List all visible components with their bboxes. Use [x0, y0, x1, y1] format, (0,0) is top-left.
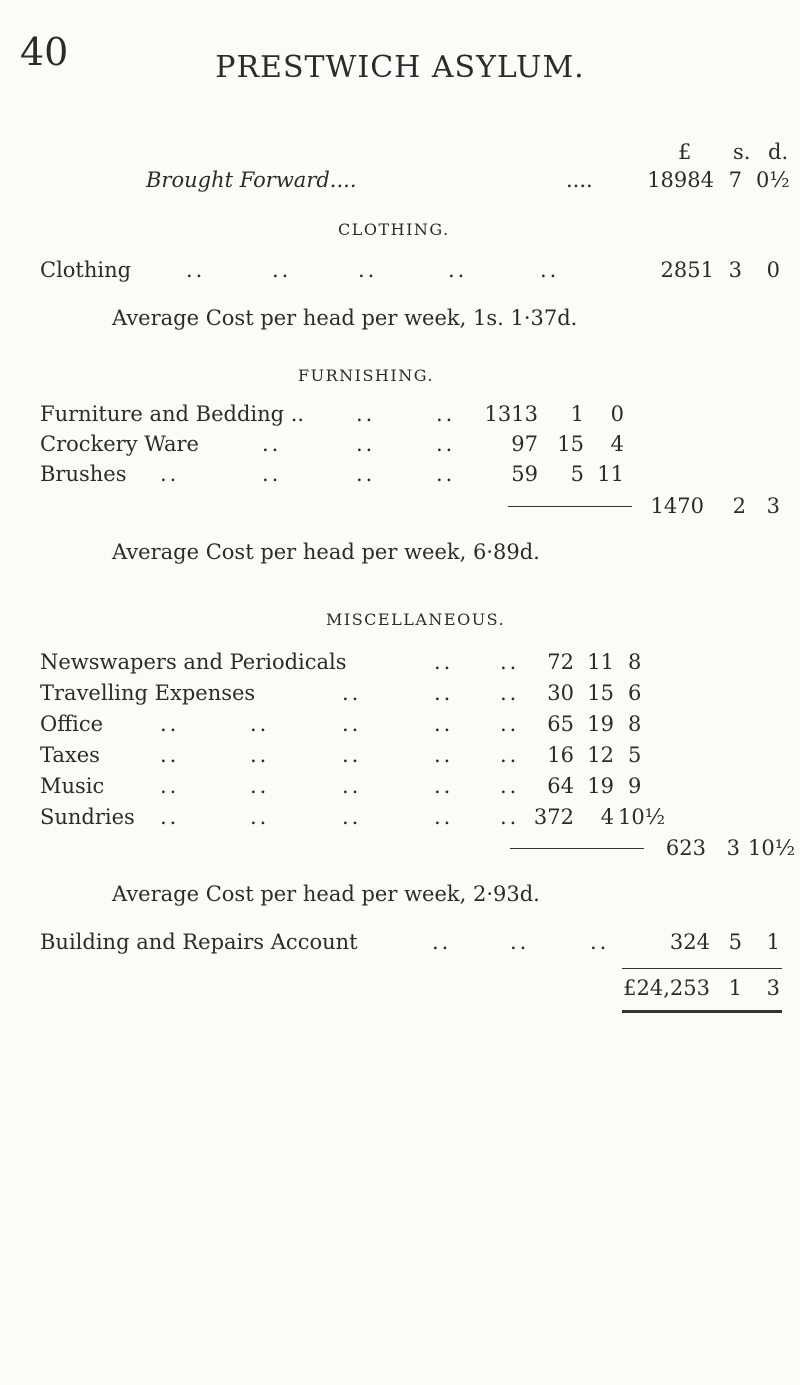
header-shilling: s. [733, 140, 751, 164]
furnishing-item-pence: 11 [597, 462, 624, 486]
misc-item-pence: 10½ [618, 805, 666, 829]
misc-item-pounds: 72 [547, 650, 574, 674]
leader-dots: .. [356, 432, 376, 456]
misc-item-pence: 8 [628, 650, 642, 674]
leader-dots: .. [358, 258, 378, 282]
leader-dots: .. [436, 432, 456, 456]
clothing-label: Clothing [40, 258, 132, 282]
leader-dots: .. [500, 805, 520, 829]
leader-dots: .. [272, 258, 292, 282]
misc-item-shillings: 4 [600, 805, 614, 829]
leader-dots: .. [356, 402, 376, 426]
leader-dots: .. [434, 774, 454, 798]
building-pence: 1 [766, 930, 780, 954]
furnishing-item-pounds: 97 [511, 432, 538, 456]
furnishing-total-pence: 3 [766, 494, 780, 518]
double-rule [622, 1010, 782, 1013]
misc-item-label: Travelling Expenses [40, 681, 256, 705]
misc-total-shillings: 3 [726, 836, 740, 860]
brought-forward-label: Brought Forward.... [146, 168, 357, 192]
misc-item-label: Music [40, 774, 105, 798]
misc-item-pounds: 16 [547, 743, 574, 767]
clothing-pence: 0 [766, 258, 780, 282]
grand-total-shillings: 1 [728, 976, 742, 1000]
brought-forward-pence: 0½ [756, 168, 790, 192]
leader-dots: .. [342, 774, 362, 798]
misc-item-label: Sundries [40, 805, 135, 829]
leader-dots: .. [262, 432, 282, 456]
leader-dots: .. [434, 681, 454, 705]
misc-item-shillings: 11 [587, 650, 614, 674]
furnishing-item-label: Furniture and Bedding .. [40, 402, 305, 426]
leader-dots: .. [342, 681, 362, 705]
furnishing-item-label: Crockery Ware [40, 432, 199, 456]
brought-forward-pounds: 18984 [647, 168, 714, 192]
page-number: 40 [20, 30, 69, 74]
leader-dots: .. [160, 743, 180, 767]
misc-item-label: Taxes [40, 743, 100, 767]
misc-item-shillings: 12 [587, 743, 614, 767]
clothing-heading: CLOTHING. [338, 220, 450, 239]
brought-forward-shillings: 7 [728, 168, 742, 192]
furnishing-total-pounds: 1470 [650, 494, 704, 518]
misc-item-shillings: 19 [587, 712, 614, 736]
leader-dots: .. [436, 402, 456, 426]
miscellaneous-heading: MISCELLANEOUS. [326, 610, 506, 629]
leader-dots: .. [434, 805, 454, 829]
leader-dots: .. [448, 258, 468, 282]
leader-dots: .. [342, 805, 362, 829]
misc-item-pence: 6 [628, 681, 642, 705]
furnishing-item-label: Brushes [40, 462, 127, 486]
building-pounds: 324 [669, 930, 710, 954]
leader-dots: .. [342, 743, 362, 767]
furnishing-item-shillings: 5 [570, 462, 584, 486]
leader-dots: .. [262, 462, 282, 486]
leader-dots: .. [250, 743, 270, 767]
furnishing-item-pounds: 1313 [484, 402, 538, 426]
misc-item-shillings: 15 [587, 681, 614, 705]
misc-item-pence: 9 [628, 774, 642, 798]
leader-dots: .. [186, 258, 206, 282]
subtotal-rule [508, 506, 632, 507]
leader-dots: .. [590, 930, 610, 954]
grand-total-pounds: £24,253 [623, 976, 710, 1000]
clothing-average: Average Cost per head per week, 1s. 1·37d. [112, 306, 578, 330]
leader-dots: .. [500, 681, 520, 705]
furnishing-average: Average Cost per head per week, 6·89d. [112, 540, 540, 564]
furnishing-total-shillings: 2 [732, 494, 746, 518]
header-pound: £ [678, 140, 692, 164]
leader-dots: .. [342, 712, 362, 736]
leader-dots: .. [432, 930, 452, 954]
leader-dots: .. [436, 462, 456, 486]
leader-dots: .. [434, 743, 454, 767]
misc-item-pounds: 372 [533, 805, 574, 829]
misc-total-pounds: 623 [665, 836, 706, 860]
leader-dots: .. [356, 462, 376, 486]
misc-item-pounds: 30 [547, 681, 574, 705]
leader-dots: .. [250, 805, 270, 829]
page-title: PRESTWICH ASYLUM. [215, 50, 585, 85]
brought-forward-leader: .... [566, 168, 593, 192]
misc-average: Average Cost per head per week, 2·93d. [112, 882, 540, 906]
leader-dots: .. [510, 930, 530, 954]
misc-item-label: Office [40, 712, 104, 736]
misc-item-pence: 5 [628, 743, 642, 767]
misc-item-label: Newswapers and Periodicals [40, 650, 347, 674]
leader-dots: .. [160, 712, 180, 736]
furnishing-item-shillings: 1 [570, 402, 584, 426]
leader-dots: .. [160, 774, 180, 798]
leader-dots: .. [160, 462, 180, 486]
clothing-shillings: 3 [728, 258, 742, 282]
leader-dots: .. [434, 712, 454, 736]
leader-dots: .. [250, 712, 270, 736]
misc-item-pounds: 65 [547, 712, 574, 736]
furnishing-item-pence: 4 [610, 432, 624, 456]
building-shillings: 5 [728, 930, 742, 954]
building-label: Building and Repairs Account [40, 930, 358, 954]
leader-dots: .. [250, 774, 270, 798]
misc-item-pounds: 64 [547, 774, 574, 798]
header-pence: d. [768, 140, 789, 164]
furnishing-item-pounds: 59 [511, 462, 538, 486]
leader-dots: .. [500, 743, 520, 767]
misc-item-pence: 8 [628, 712, 642, 736]
misc-total-pence: 10½ [748, 836, 796, 860]
leader-dots: .. [540, 258, 560, 282]
total-rule [622, 968, 782, 969]
leader-dots: .. [500, 774, 520, 798]
misc-item-shillings: 19 [587, 774, 614, 798]
leader-dots: .. [500, 650, 520, 674]
furnishing-heading: FURNISHING. [298, 366, 434, 385]
subtotal-rule [510, 848, 644, 849]
grand-total-pence: 3 [766, 976, 780, 1000]
furnishing-item-shillings: 15 [557, 432, 584, 456]
clothing-pounds: 2851 [660, 258, 714, 282]
leader-dots: .. [434, 650, 454, 674]
leader-dots: .. [500, 712, 520, 736]
furnishing-item-pence: 0 [610, 402, 624, 426]
leader-dots: .. [160, 805, 180, 829]
